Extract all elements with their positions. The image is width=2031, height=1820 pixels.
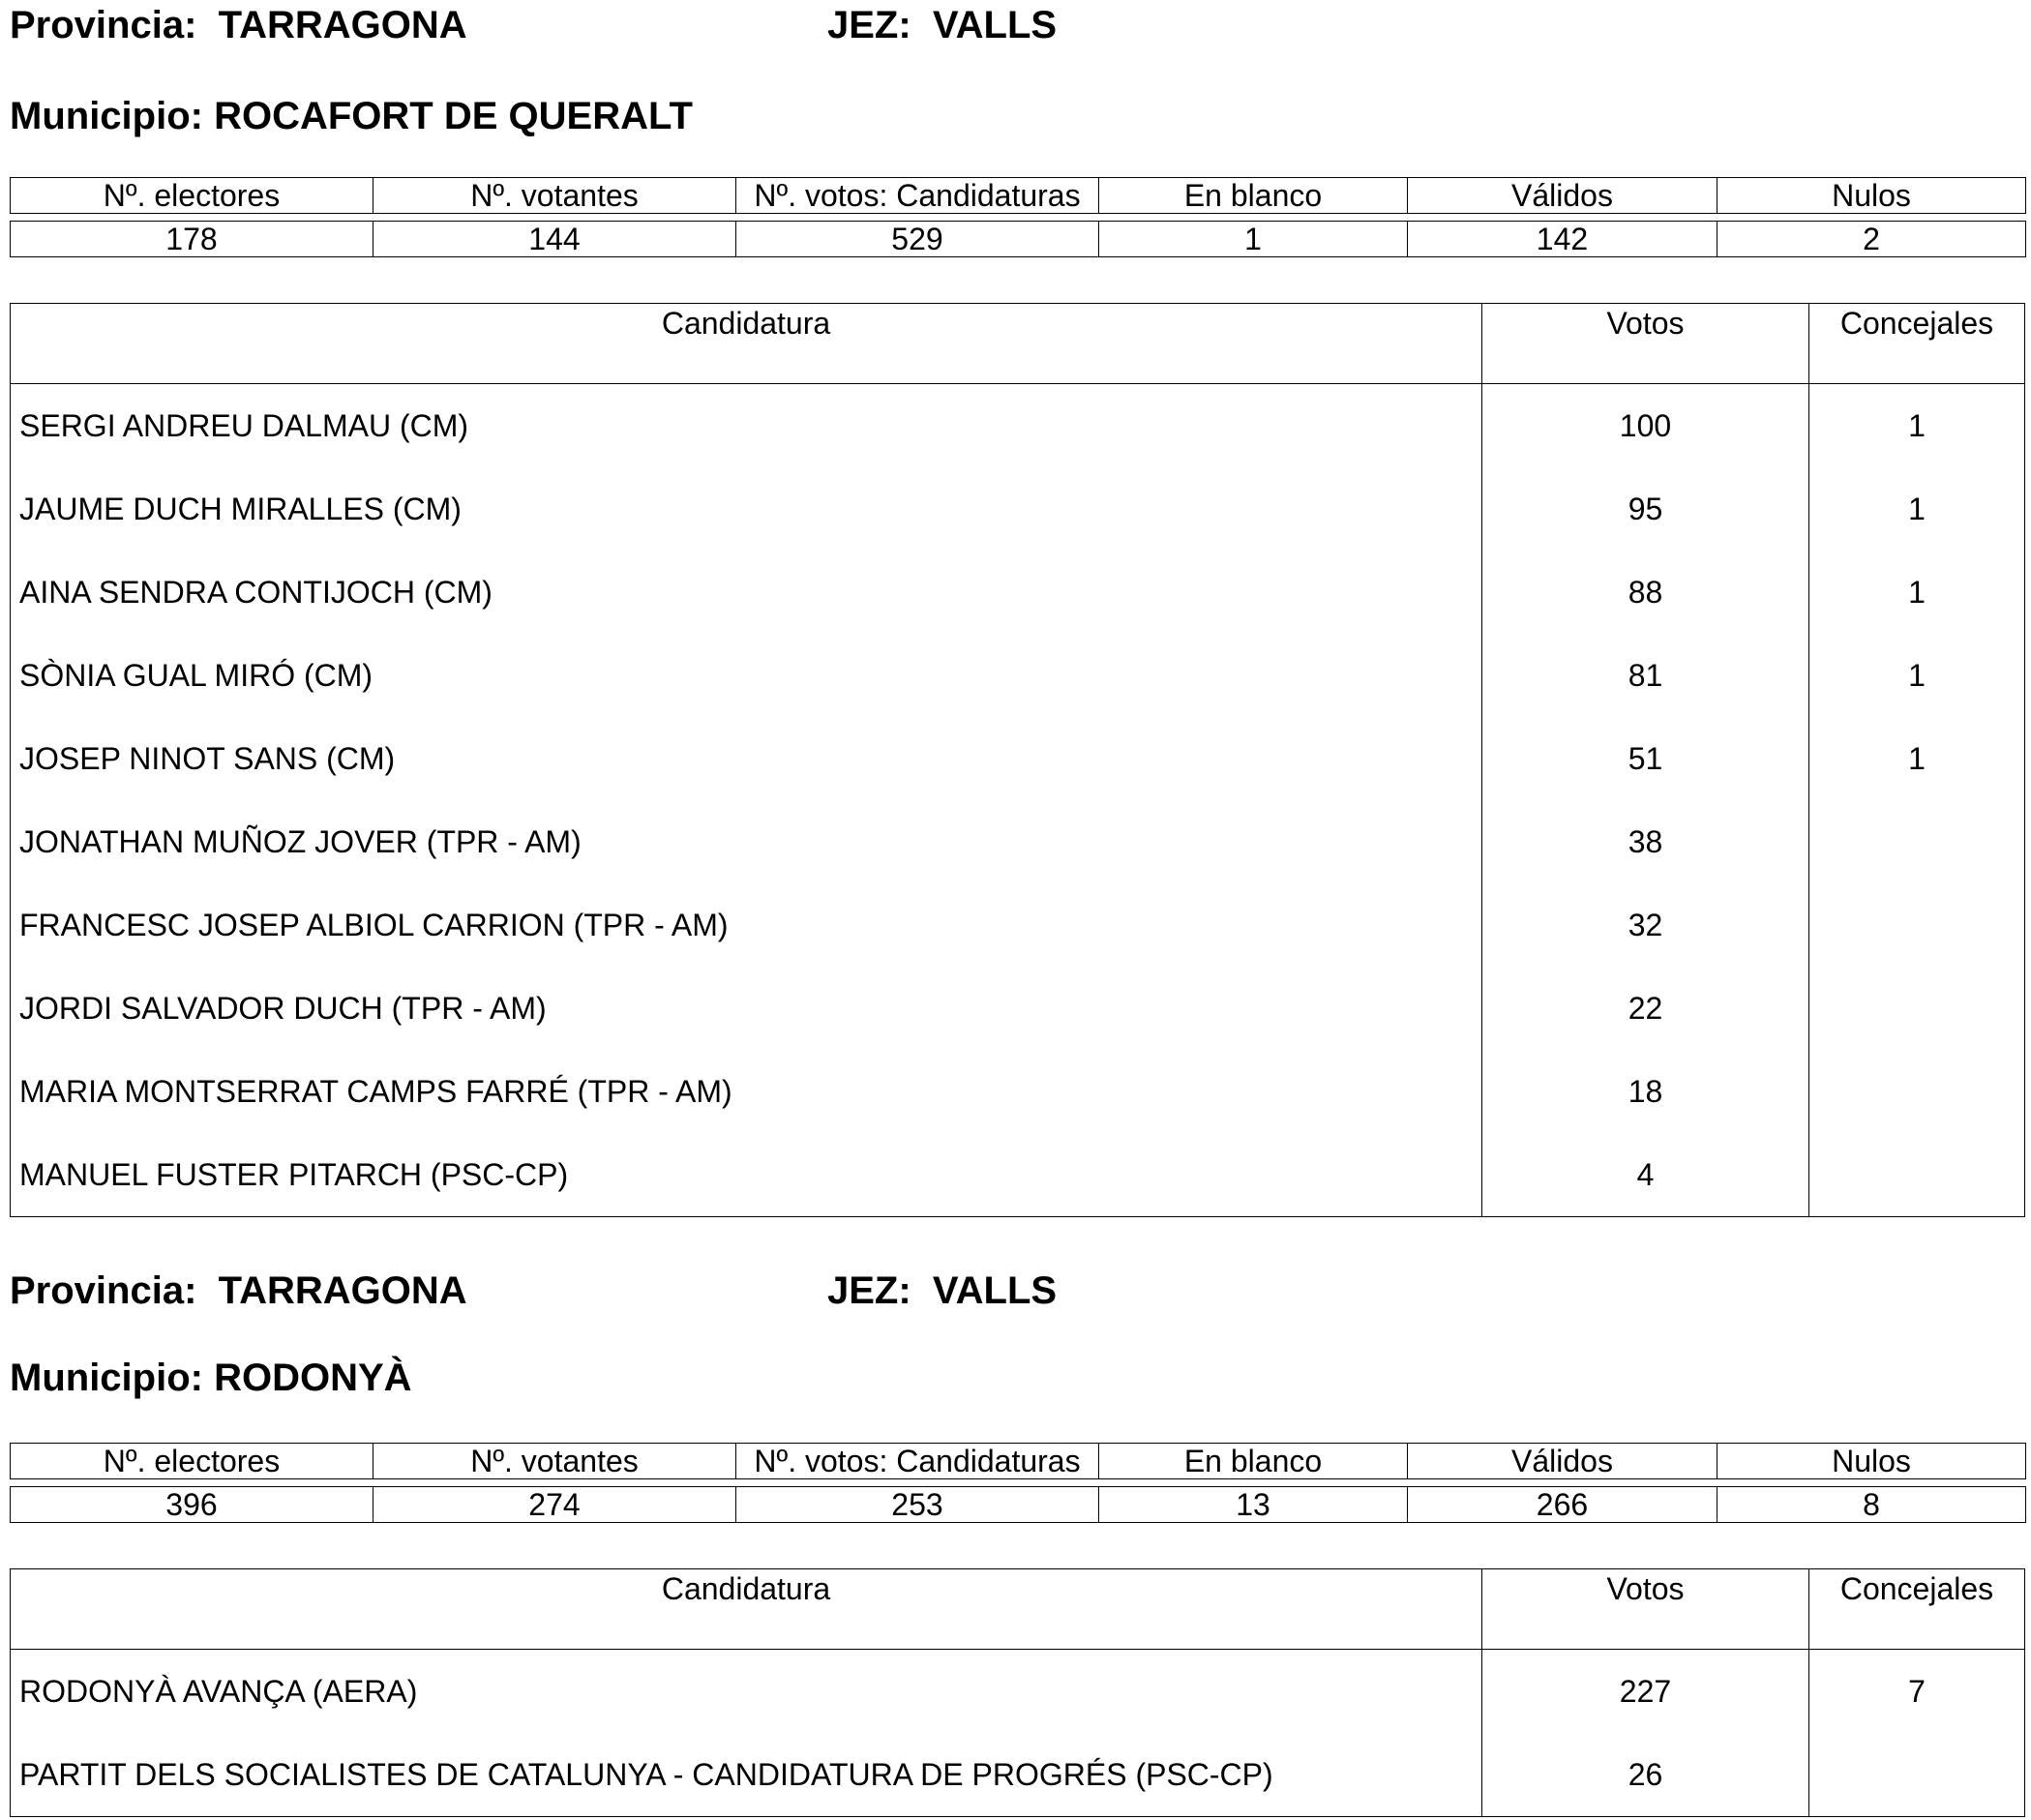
table-row bbox=[11, 717, 2024, 800]
concejales-cell: 1 bbox=[1808, 717, 2024, 800]
candidatura-name: SERGI ANDREU DALMAU (CM) bbox=[19, 407, 469, 443]
summary-header-electores: Nº. electores bbox=[11, 1444, 373, 1479]
candidatura-name: MARIA MONTSERRAT CAMPS FARRÉ (TPR - AM) bbox=[19, 1073, 732, 1109]
table-row bbox=[11, 384, 2024, 467]
table-row bbox=[11, 551, 2024, 634]
candidatura-name: FRANCESC JOSEP ALBIOL CARRION (TPR - AM) bbox=[19, 907, 729, 942]
summary-header-votantes: Nº. votantes bbox=[373, 1444, 736, 1479]
results-header-concejales: Concejales bbox=[1808, 1569, 2024, 1649]
summary-header-votantes: Nº. votantes bbox=[373, 178, 736, 214]
results-table bbox=[10, 303, 2025, 1217]
summary-header-electores: Nº. electores bbox=[11, 178, 373, 214]
votos-cell: 227 bbox=[1481, 1650, 1808, 1733]
concejales-cell: 1 bbox=[1808, 551, 2024, 634]
summary-value-validos: 266 bbox=[1408, 1487, 1717, 1523]
candidatura-name: JAUME DUCH MIRALLES (CM) bbox=[19, 491, 462, 526]
summary-header-en-blanco: En blanco bbox=[1099, 1444, 1408, 1479]
votos-cell: 32 bbox=[1481, 883, 1808, 967]
summary-header-votos-candidaturas: Nº. votos: Candidaturas bbox=[736, 178, 1099, 214]
votos-cell: 88 bbox=[1481, 551, 1808, 634]
summary-value-en-blanco: 1 bbox=[1099, 222, 1408, 257]
results-header-concejales: Concejales bbox=[1808, 304, 2024, 383]
results-header-row bbox=[11, 304, 2024, 384]
summary-value-row bbox=[11, 222, 2026, 257]
summary-value-votantes: 144 bbox=[373, 222, 736, 257]
votos-cell: 81 bbox=[1481, 634, 1808, 717]
jez-heading: JEZ: VALLS bbox=[827, 4, 1058, 46]
table-row bbox=[11, 967, 2024, 1050]
votos-cell: 4 bbox=[1481, 1133, 1808, 1216]
candidatura-name: MANUEL FUSTER PITARCH (PSC-CP) bbox=[19, 1156, 569, 1192]
candidatura-name: RODONYÀ AVANÇA (AERA) bbox=[19, 1673, 418, 1709]
table-row bbox=[11, 800, 2024, 883]
table-row bbox=[11, 1050, 2024, 1133]
votos-cell: 95 bbox=[1481, 467, 1808, 551]
concejales-cell bbox=[1808, 1050, 2024, 1133]
summary-value-en-blanco: 13 bbox=[1099, 1487, 1408, 1523]
table-row bbox=[11, 1650, 2024, 1733]
summary-value-row bbox=[11, 1487, 2026, 1523]
results-header-candidatura: Candidatura bbox=[661, 1571, 831, 1606]
votos-cell: 38 bbox=[1481, 800, 1808, 883]
concejales-cell bbox=[1808, 800, 2024, 883]
summary-header-row bbox=[11, 1444, 2026, 1479]
candidatura-name: PARTIT DELS SOCIALISTES DE CATALUNYA - CANDIDATURA DE PROGRÉS (PSC-CP) bbox=[19, 1756, 1273, 1792]
concejales-cell bbox=[1808, 883, 2024, 967]
candidatura-name: JOSEP NINOT SANS (CM) bbox=[19, 740, 396, 776]
summary-header-validos: Válidos bbox=[1408, 1444, 1717, 1479]
summary-value-votantes: 274 bbox=[373, 1487, 736, 1523]
concejales-cell: 1 bbox=[1808, 467, 2024, 551]
summary-header-nulos: Nulos bbox=[1717, 178, 2026, 214]
votos-cell: 26 bbox=[1481, 1733, 1808, 1816]
summary-table bbox=[10, 177, 2026, 257]
table-row bbox=[11, 1133, 2024, 1216]
summary-value-validos: 142 bbox=[1408, 222, 1717, 257]
concejales-cell: 1 bbox=[1808, 384, 2024, 467]
votos-cell: 100 bbox=[1481, 384, 1808, 467]
concejales-cell: 1 bbox=[1808, 634, 2024, 717]
concejales-cell bbox=[1808, 1133, 2024, 1216]
results-header-candidatura: Candidatura bbox=[661, 306, 831, 341]
concejales-cell bbox=[1808, 967, 2024, 1050]
provincia-heading: Provincia: TARRAGONA bbox=[10, 4, 467, 46]
results-header-row bbox=[11, 1569, 2024, 1650]
municipio-heading: Municipio: ROCAFORT DE QUERALT bbox=[10, 95, 693, 137]
municipio-heading: Municipio: RODONYÀ bbox=[10, 1357, 412, 1399]
candidatura-name: JONATHAN MUÑOZ JOVER (TPR - AM) bbox=[19, 823, 582, 859]
concejales-cell bbox=[1808, 1733, 2024, 1816]
table-row bbox=[11, 467, 2024, 551]
summary-table bbox=[10, 1443, 2026, 1523]
summary-header-en-blanco: En blanco bbox=[1099, 178, 1408, 214]
table-row bbox=[11, 634, 2024, 717]
summary-value-votos-candidaturas: 253 bbox=[736, 1487, 1099, 1523]
summary-value-nulos: 8 bbox=[1717, 1487, 2026, 1523]
votos-cell: 18 bbox=[1481, 1050, 1808, 1133]
candidatura-name: JORDI SALVADOR DUCH (TPR - AM) bbox=[19, 990, 547, 1026]
table-row bbox=[11, 883, 2024, 967]
candidatura-name: AINA SENDRA CONTIJOCH (CM) bbox=[19, 574, 493, 610]
concejales-cell: 7 bbox=[1808, 1650, 2024, 1733]
summary-header-row bbox=[11, 178, 2026, 214]
summary-value-electores: 178 bbox=[11, 222, 373, 257]
results-header-votos: Votos bbox=[1481, 1569, 1808, 1649]
summary-header-nulos: Nulos bbox=[1717, 1444, 2026, 1479]
votos-cell: 22 bbox=[1481, 967, 1808, 1050]
table-row bbox=[11, 1733, 2024, 1816]
municipio-section-rodonya bbox=[0, 1266, 2031, 1820]
summary-header-validos: Válidos bbox=[1408, 178, 1717, 214]
summary-value-nulos: 2 bbox=[1717, 222, 2026, 257]
results-header-votos: Votos bbox=[1481, 304, 1808, 383]
candidatura-name: SÒNIA GUAL MIRÓ (CM) bbox=[19, 657, 373, 693]
summary-header-votos-candidaturas: Nº. votos: Candidaturas bbox=[736, 1444, 1099, 1479]
summary-value-electores: 396 bbox=[11, 1487, 373, 1523]
summary-value-votos-candidaturas: 529 bbox=[736, 222, 1099, 257]
provincia-heading: Provincia: TARRAGONA bbox=[10, 1269, 467, 1312]
jez-heading: JEZ: VALLS bbox=[827, 1269, 1058, 1312]
votos-cell: 51 bbox=[1481, 717, 1808, 800]
results-table bbox=[10, 1568, 2025, 1817]
